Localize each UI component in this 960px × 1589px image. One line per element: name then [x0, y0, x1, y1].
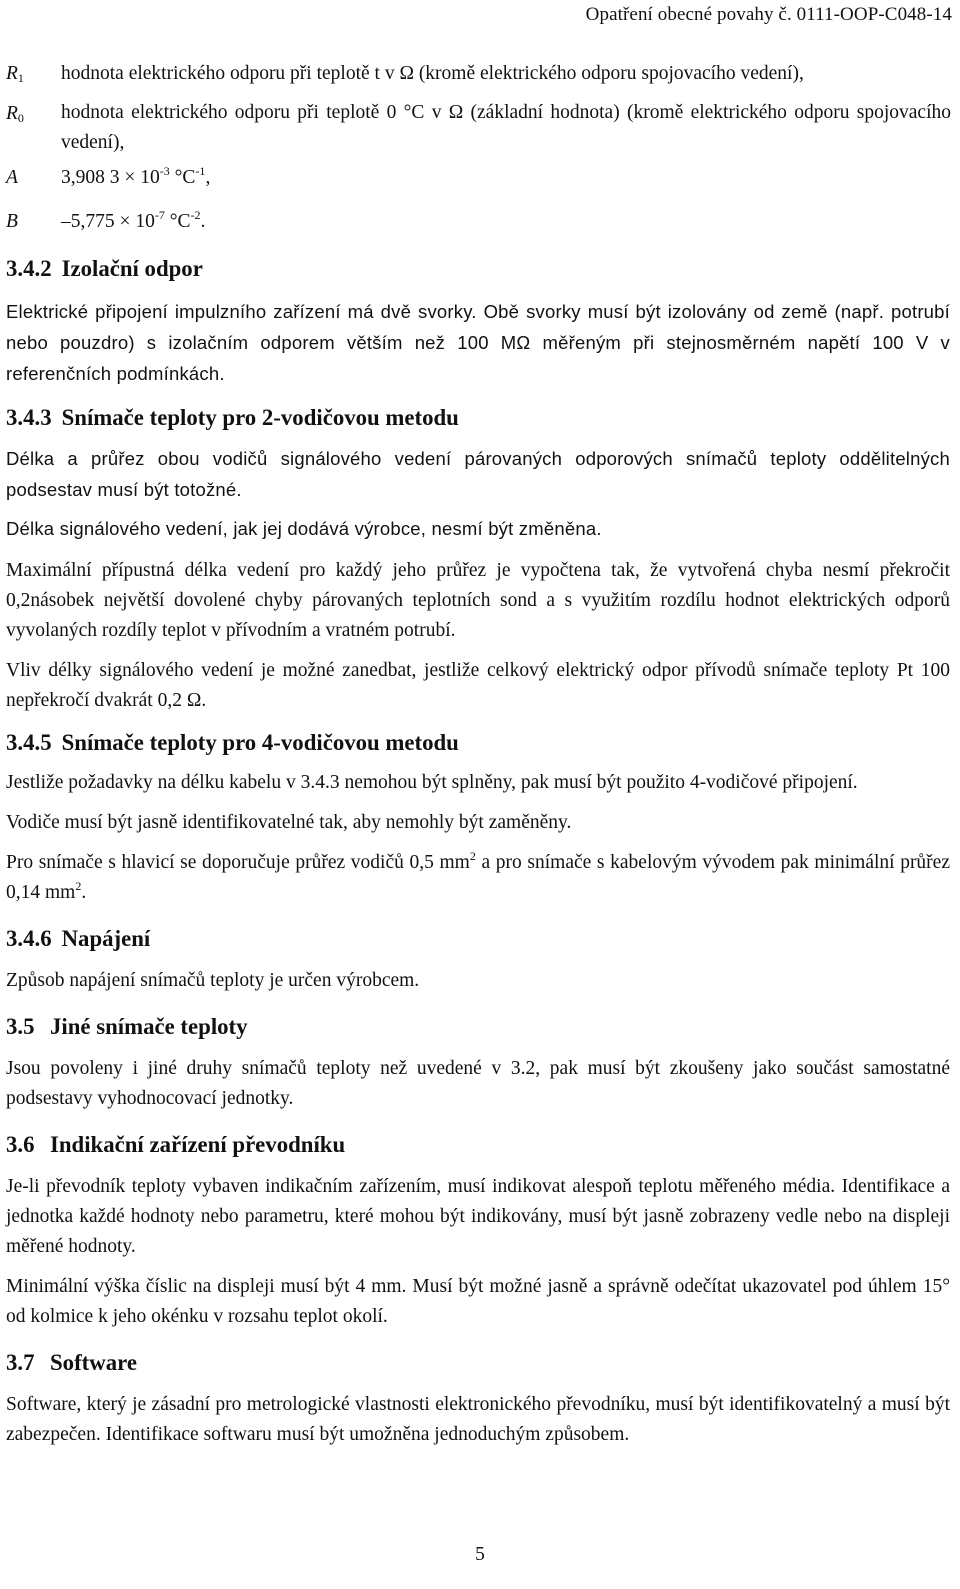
paragraph: Způsob napájení snímačů teploty je určen výrobcem.: [6, 970, 420, 991]
paragraph: Je-li převodník teploty vybaven indikačním zařízením, musí indikovat alespoň teplotu měřeného média. Identifikace a jednotka každé hodnoty nebo parametru, které mohou být indikovány, musí být jasně zobrazeny vedle nebo na displeji měřené hodnoty.: [6, 1176, 950, 1257]
paragraph: Elektrické připojení impulzního zařízení má dvě svorky. Obě svorky musí být izolovány od země (např. potrubí nebo pouzdro) s izolačním odporem větším než 100 MΩ měřeným při stejnosměrném napětí 100 V v referenčních podmínkách.: [6, 301, 950, 384]
paragraph: Délka signálového vedení, jak jej dodává výrobce, nesmí být změněna.: [6, 518, 602, 539]
definition-text: $-5,775 \times 10^{-7}$ $^\circ C^{-2}$.: [61, 208, 206, 232]
definition-text: hodnota elektrického odporu při teplotě 0 °C v Ω (základní hodnota) (kromě elektrického odporu spojovacího vedení),: [61, 102, 951, 153]
symbol-label: $R_0$: [6, 103, 24, 125]
paragraph-cross-section: Pro snímače s hlavicí se doporučuje průřez vodičů 0,5 $mm^2$ a pro snímače s kabelovým vývodem pak minimální průřez 0,14 $mm^2$.: [6, 849, 950, 903]
section-heading-3-4-5: 3.4.5 Snímače teploty pro 4-vodičovou metodu: [6, 730, 459, 755]
symbol-label: A: [6, 167, 18, 188]
section-heading-3-6: 3.6 Indikační zařízení převodníku: [6, 1132, 346, 1157]
definition-a: [6, 162, 951, 194]
paragraph: Software, který je zásadní pro metrologické vlastnosti elektronického převodníku, musí být identifikovatelný a musí být zabezpečen. Identifikace softwaru musí být umožněna jednoduchým způsobem.: [6, 1394, 950, 1445]
section-heading-3-7: 3.7 Software: [6, 1350, 137, 1375]
page-number: 5: [475, 1544, 485, 1565]
definition-r1: [6, 58, 951, 90]
document-body: [6, 254, 950, 1450]
definition-r0: [6, 98, 951, 158]
definition-b: [6, 206, 951, 238]
paragraph: Jsou povoleny i jiné druhy snímačů teploty než uvedené v 3.2, pak musí být zkoušeny jako součást samostatné podsestavy vyhodnocovací jednotky.: [6, 1058, 950, 1109]
paragraph: Jestliže požadavky na délku kabelu v 3.4.3 nemohou být splněny, pak musí být použito 4-vodičové připojení.: [6, 772, 858, 793]
symbol-label: B: [6, 211, 18, 232]
section-heading-3-4-6: 3.4.6 Napájení: [6, 926, 151, 951]
paragraph: Délka a průřez obou vodičů signálového vedení párovaných odporových snímačů teploty oddělitelných podsestav musí být totožné.: [6, 448, 950, 500]
symbol-label: $R_1$: [6, 63, 24, 85]
running-header: Opatření obecné povahy č. 0111-OOP-C048-14: [585, 4, 952, 25]
symbol-definitions: [6, 58, 951, 238]
paragraph: Vliv délky signálového vedení je možné zanedbat, jestliže celkový elektrický odpor přívodů snímače teploty Pt 100 nepřekročí dvakrát 0,2 Ω.: [6, 660, 950, 711]
section-heading-3-5: 3.5 Jiné snímače teploty: [6, 1014, 248, 1039]
definition-text: 3,908 $3 \times 10^{-3}$ $^\circ C^{-1}$,: [61, 164, 211, 188]
definition-text: hodnota elektrického odporu při teplotě t v Ω (kromě elektrického odporu spojovacího vedení),: [61, 63, 804, 84]
paragraph: Minimální výška číslic na displeji musí být 4 mm. Musí být možné jasně a správně odečítat ukazovatel pod úhlem 15° od kolmice k jeho okénku v rozsahu teplot okolí.: [6, 1276, 950, 1327]
paragraph: Maximální přípustná délka vedení pro každý jeho průřez je vypočtena tak, že vytvořená chyba nesmí překročit 0,2násobek největší dovolené chyby párovaných teplotních sond a s využitím rozdílu hodnot elektrických odporů vyvolaných rozdíly teplot v přívodním a vratném potrubí.: [6, 560, 950, 641]
paragraph: Vodiče musí být jasně identifikovatelné tak, aby nemohly být zaměněny.: [6, 812, 572, 833]
section-heading-3-4-2: 3.4.2 Izolační odpor: [6, 256, 203, 281]
section-heading-3-4-3: 3.4.3 Snímače teploty pro 2-vodičovou metodu: [6, 405, 459, 430]
